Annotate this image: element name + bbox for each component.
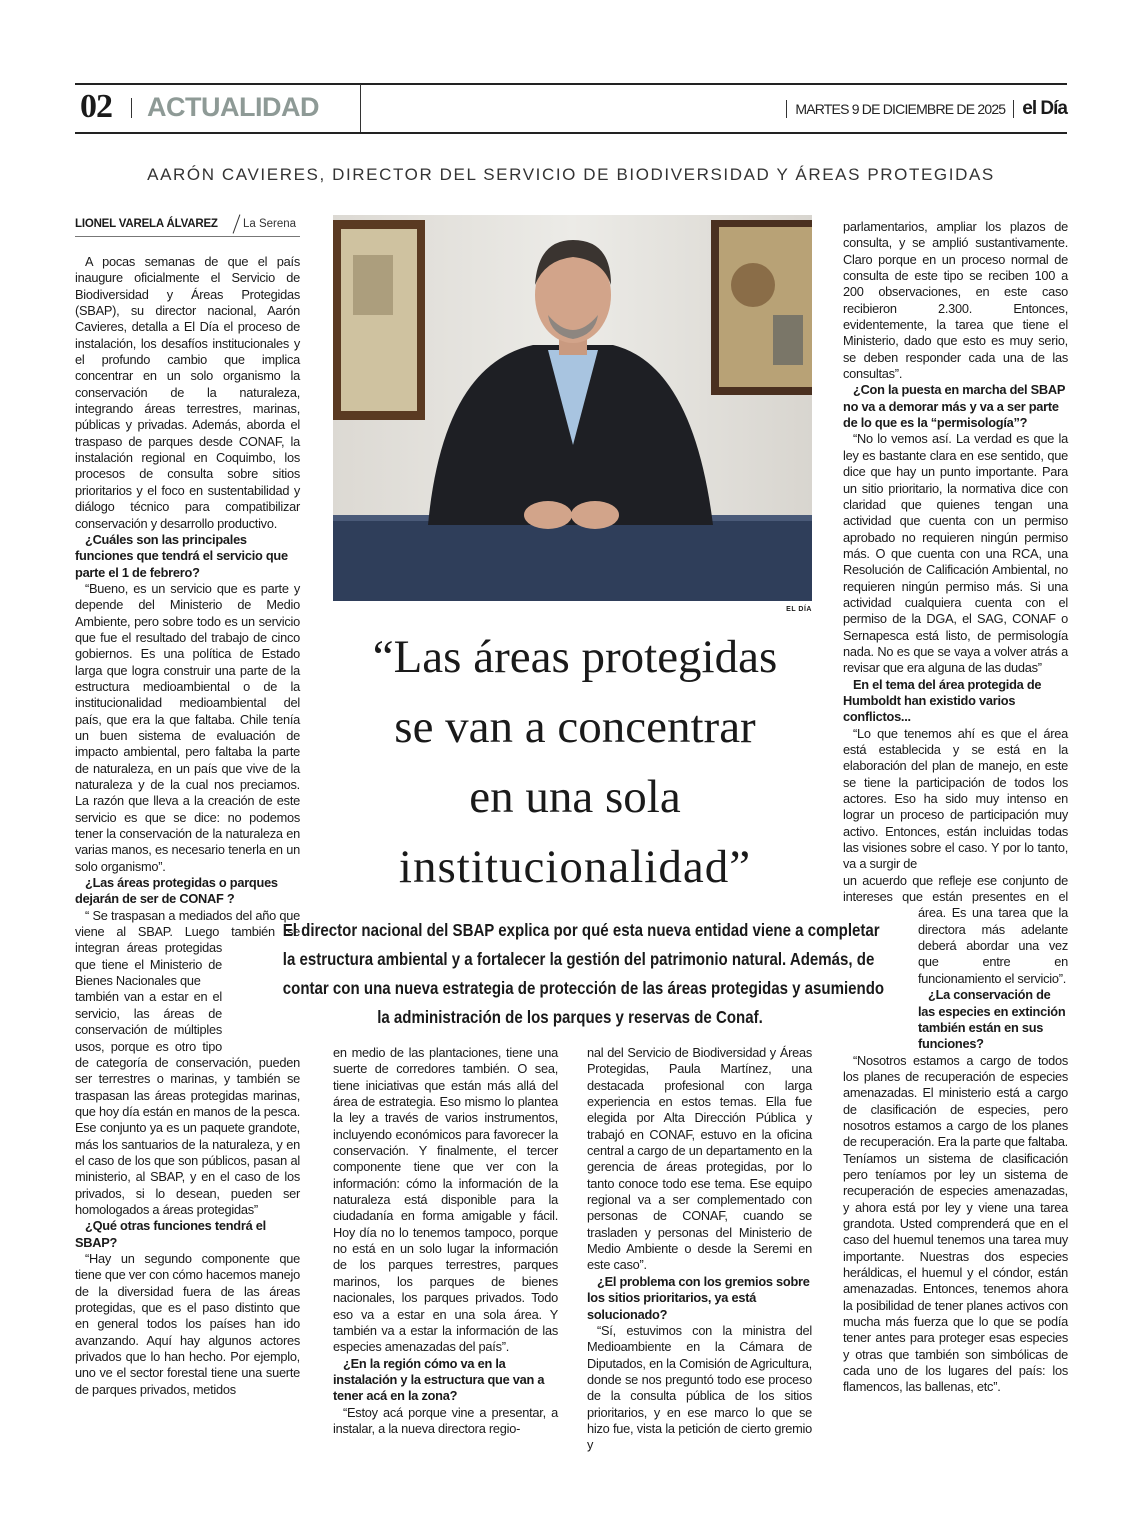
newspaper-logo: el Día	[1022, 98, 1067, 119]
dek-avoid	[222, 942, 300, 1042]
byline-author: LIONEL VARELA ÁLVAREZ	[75, 218, 218, 230]
dek-line: contar con una nueva estrategia de protección de las áreas protegidas y asumiendo	[282, 978, 885, 998]
interview-question: En el tema del área protegida de Humboldt han existido varios conflictos...	[843, 676, 1042, 725]
interview-question: ¿Con la puesta en marcha del SBAP no va a demorar más y va a ser parte de lo que es la “permisología”?	[843, 382, 1065, 431]
header-bottom-rule	[75, 132, 1067, 134]
interview-question: ¿El problema con los gremios sobre los sitios prioritarios, ya está solucionado?	[587, 1273, 810, 1322]
article-dek	[236, 916, 904, 1032]
header-right	[786, 98, 1067, 120]
body-paragraph: en medio de las plantaciones, tiene una suerte de corredores también. O sea, tiene iniciativas que están más allá del área de estrategia. Eso mismo lo plantea la ley a través de varios instrumentos, incluyendo económicos para favorecer la conservación. Y finalmente, el tercer componente tiene que ver con la información: cómo la información de la naturaleza está disponible para la ciudadanía en forma amigable y fácil. Hoy día no lo tenemos tampoco, porque no está en un solo lugar la información de los parques terrestres, parques marinos, los parques de bienes nacionales, los parques privados. Todo eso va a estar en una sola área. Y también va a estar la información de las especies amenazadas del país”.	[333, 1045, 558, 1355]
page-number: 02	[80, 88, 112, 125]
pull-quote-line: se van a concentrar	[394, 701, 756, 753]
dek-avoid	[843, 913, 918, 1043]
body-paragraph: también van a estar en el servicio, las áreas de conservación de múltiples usos, porque es otro tipo de categoría de conservación, pueden ser terrestres o marinas, y también se traspasan las áreas protegidas marinas, que hoy día están en manos de la pesca. Ese conjunto ya es un paquete grandote, más los santuarios de la naturaleza, y en el caso de los que son públicos, pasan al ministerio, al SBAP, y en el caso de los privados, si lo desean, pueden ser homologados a áreas protegidas”	[75, 989, 300, 1217]
portrait-illustration	[333, 215, 812, 601]
dek-line: la administración de los parques y reservas de Conaf.	[377, 1007, 763, 1027]
body-paragraph: nal del Servicio de Biodiversidad y Áreas Protegidas, Paula Martínez, una destacada profesional con larga experiencia en estos temas. Ella fue elegida por Alta Dirección Pública y trabajó en CONAF, estuvo en la oficina central a cargo de un departamento en la gerencia de áreas protegidas, por lo tanto conoce todo ese tema. Ese equipo regional va a ser complementado con personas de CONAF, cuando se trasladen y personas del Ministerio de Medio Ambiente o desde la Seremi en este caso”.	[587, 1045, 812, 1273]
interview-question: ¿En la región cómo va en la instalación y la estructura que van a tener acá en la zona?	[333, 1355, 545, 1404]
brand-separator	[1013, 100, 1014, 118]
byline-rule	[75, 236, 300, 237]
kicker: AARÓN CAVIERES, DIRECTOR DEL SERVICIO DE BIODIVERSIDAD Y ÁREAS PROTEGIDAS	[147, 165, 995, 184]
column-left	[75, 254, 300, 1398]
body-paragraph: “Estoy acá porque vine a presentar, a instalar, a la nueva directora regio-	[333, 1404, 558, 1436]
pull-quote	[330, 622, 820, 902]
body-paragraph: “Bueno, es un servicio que es parte y depende del Ministerio de Medio Ambiente, pero sobre todo es un servicio que fue el resultado del trabajo de cinco gobiernos. Es una política de Estado larga que logra construir una parte de la estructura medioambiental o de la institucionalidad medioambiental del país, que era la que faltaba. Chile tenía un buen sistema de evaluación de impacto ambiental, pero faltaba la parte de naturaleza, en un país que vive de la naturaleza y de la cual nos preciamos. La razón que lleva a la creación de este servicio es que se dice: no podemos tener la conservación de la naturaleza en varias manos, es necesario tenerla en un solo organismo”.	[75, 580, 300, 874]
body-paragraph: “Hay un segundo componente que tiene que ver con cómo hacemos manejo de la diversidad fuera de las áreas protegidas, que es el paso distinto que en general todos los países han ido avanzando. Aquí hay algunos actores privados que lo han hecho. Por ejemplo, uno ve el sector forestal tiene una suerte de parques privados, metidos	[75, 1250, 300, 1397]
interview-question: ¿La conservación de las especies en extinción también están en sus funciones?	[918, 987, 1066, 1052]
date-separator	[786, 100, 787, 118]
body-paragraph: “Sí, estuvimos con la ministra del Medioambiente en la Cámara de Diputados, en la Comisión de Agricultura, donde se nos preguntó todo ese proceso de la consulta pública de los sitios prioritarios, y en ese marco lo que se hizo fue, vista la petición de cierto gremio y	[587, 1322, 812, 1453]
issue-date: MARTES 9 DE DICIEMBRE DE 2025	[795, 101, 1006, 117]
interview-question: ¿Qué otras funciones tendrá el SBAP?	[75, 1218, 266, 1250]
interview-question: ¿Cuáles son las principales funciones que tendrá el servicio que parte el 1 de febrero?	[75, 531, 288, 580]
body-paragraph: “Nosotros estamos a cargo de todos los planes de recuperación de especies amenazadas. El ministerio está a cargo de clasificación de especies, pero nosotros estamos a cargo de los planes de recuperación. Era la parte que faltaba. Teníamos un sistema de clasificación pero teníamos por ley un sistema de recuperación de especies amenazadas, y ahora está por ley y viene una tarea grandota. Usted comprenderá que en el caso del huemul tenemos una tarea muy importante. Nuestras dos especies heráldicas, el huemul y el cóndor, están amenazadas. Entonces, tenemos ahora la posibilidad de tener planes activos con mucha más fuerza que lo que se podía tener antes para proteger esas especies y otras que también son simbólicas de cada uno de los lugares del país: los flamencos, las ballenas, etc”.	[843, 1052, 1068, 1395]
byline-slash	[233, 214, 241, 233]
column-bottom-3	[587, 1045, 812, 1454]
byline-location: La Serena	[243, 218, 297, 230]
column-right	[843, 219, 1068, 1396]
photo-credit: EL DÍA	[786, 606, 812, 613]
body-paragraph: “Lo que tenemos ahí es que el área está establecida y se está en la elaboración del plan de manejo, en este se tiene la participación de todos los actores. Eso ha sido muy intenso en lograr un proceso de participación muy activo. Entonces, están incluidas todas las visiones sobre el caso. Y por lo tanto, va a surgir de	[843, 725, 1068, 872]
body-paragraph: un acuerdo que refleje ese conjunto de intereses que están presentes en el área. Es una tarea que la directora más adelante deberá abordar una vez que entre en funcionamiento el servicio”.	[843, 872, 1068, 986]
pull-quote-line: en una sola	[469, 771, 681, 823]
right-painting	[711, 220, 812, 395]
body-paragraph: “ Se traspasan a mediados del año que viene al SBAP. Luego también se integran áreas protegidas que tiene el Ministerio de Bienes Nacionales que	[75, 907, 300, 989]
left-painting	[333, 220, 425, 420]
portrait-photo	[333, 215, 812, 601]
body-paragraph: A pocas semanas de que el país inaugure oficialmente el Servicio de Biodiversidad y Áreas Protegidas (SBAP), su director nacional, Aarón Cavieres, detalla a El Día el proceso de instalación, los desafíos institucionales y el profundo cambio que implica concentrar en un solo organismo la conservación de la naturaleza, integrando áreas terrestres, marinas, públicas y privadas. Además, aborda el traspaso de parques desde CONAF, la instalación regional en Coquimbo, los procesos de consulta sobre sitios prioritarios y el foco en sustentabilidad y diálogo técnico para compatibilizar conservación y desarrollo productivo.	[75, 254, 300, 531]
body-paragraph: parlamentarios, ampliar los plazos de consulta, y se amplió sustantivamente. Claro porque en un proceso normal de consulta de este tipo se reciben 100 a 200 observaciones, en este caso recibieron 2.300. Entonces, evidentemente, la tarea que tiene el Ministerio, dado que esto es muy serio, se deben responder cada una de las consultas”.	[843, 219, 1068, 382]
header-top-rule	[75, 83, 1067, 85]
dek-line: la estructura ambiental y a fortalecer la gestión del patrimonio natural. Además, de	[282, 949, 875, 969]
pull-quote-line: institucionalidad”	[398, 841, 752, 893]
page-number-separator	[131, 98, 132, 118]
column-bottom-2	[333, 1045, 558, 1437]
dek-line: El director nacional del SBAP explica por qué esta nueva entidad viene a completar	[282, 920, 880, 940]
pull-quote-line: “Las áreas protegidas	[372, 631, 778, 683]
header-divider	[360, 84, 361, 132]
section-title: ACTUALIDAD	[147, 92, 319, 122]
body-paragraph: “No lo vemos así. La verdad es que la ley es bastante clara en ese sentido, que dice que hay un punto importante. Para un sitio prioritario, la normativa dice con claridad que quienes tengan una actividad que cuenta con un permiso aprobado no requieren ningún permiso más. O que cuenta con una RCA, una Resolución de Calificación Ambiental, no requieren ningún permiso más. Si una actividad cualquiera cuenta con el permiso de la DGA, el SAG, CONAF o Sernapesca está listo, de permisología nada. No es que se vaya a volver atrás a revisar que era alguna de las dudas”	[843, 431, 1068, 676]
interview-question: ¿Las áreas protegidas o parques dejarán de ser de CONAF ?	[75, 875, 278, 907]
